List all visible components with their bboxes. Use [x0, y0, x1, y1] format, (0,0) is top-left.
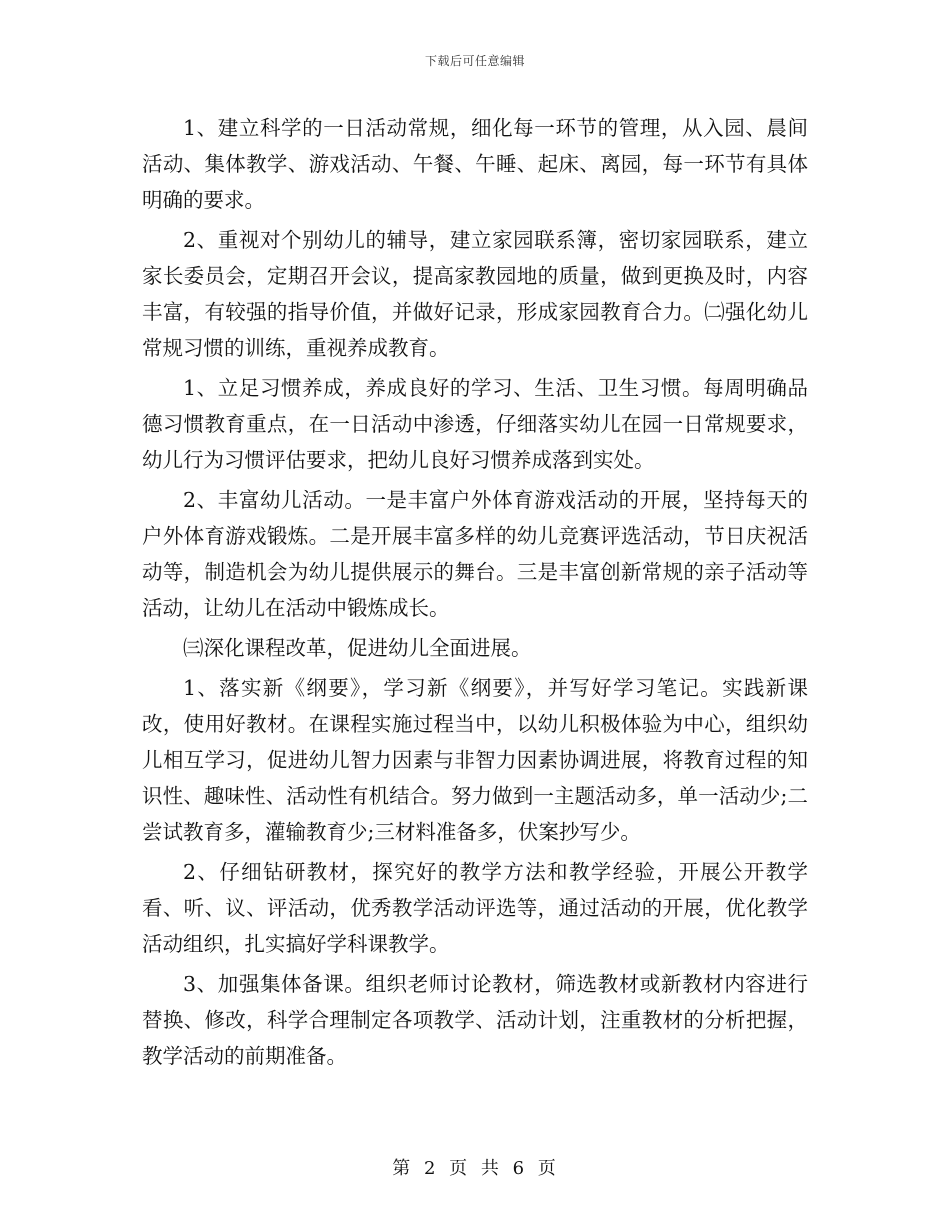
- paragraph-7: 3、加强集体备课。组织老师讨论教材，筛选教材或新教材内容进行替换、修改，科学合理制定各项教学、活动计划，注重教材的分析把握，教学活动的前期准备。: [142, 972, 808, 1068]
- paragraph-2: 2、重视对个别幼儿的辅导，建立家园联系簿，密切家园联系，建立家长委员会，定期召开会议，提高家教园地的质量，做到更换及时，内容丰富，有较强的指导价值，并做好记录，形成家园教育合力。㈡强化幼儿常规习惯的训练，重视养成教育。: [142, 228, 808, 360]
- paragraph-1: 1、建立科学的一日活动常规，细化每一环节的管理，从入园、晨间活动、集体教学、游戏活动、午餐、午睡、起床、离园，每一环节有具体明确的要求。: [142, 116, 808, 212]
- paragraph-6: 2、仔细钻研教材，探究好的教学方法和教学经验，开展公开教学看、听、议、评活动，优秀教学活动评选等，通过活动的开展，优化教学活动组织，扎实搞好学科课教学。: [142, 860, 808, 956]
- page-header: 下载后可任意编辑: [424, 54, 525, 68]
- section-heading: ㈢深化课程改革，促进幼儿全面进展。: [183, 636, 532, 660]
- paragraph-3: 1、立足习惯养成，养成良好的学习、生活、卫生习惯。每周明确品德习惯教育重点，在一日活动中渗透，仔细落实幼儿在园一日常规要求，幼儿行为习惯评估要求，把幼儿良好习惯养成落到实处。: [142, 376, 808, 472]
- paragraph-5: 1、落实新《纲要》，学习新《纲要》，并写好学习笔记。实践新课改，使用好教材。在课程实施过程当中，以幼儿积极体验为中心，组织幼儿相互学习，促进幼儿智力因素与非智力因素协调进展，将教育过程的知识性、趣味性、活动性有机结合。努力做到一主题活动多，单一活动少;二尝试教育多，灌输教育少;三材料准备多，伏案抄写少。: [142, 676, 808, 844]
- document-body: [142, 110, 808, 1078]
- paragraph-4: 2、丰富幼儿活动。一是丰富户外体育游戏活动的开展，坚持每天的户外体育游戏锻炼。二是开展丰富多样的幼儿竞赛评选活动，节日庆祝活动等，制造机会为幼儿提供展示的舞台。三是丰富创新常规的亲子活动等活动，让幼儿在活动中锻炼成长。: [142, 488, 808, 620]
- page-number-footer: 第 2 页 共 6 页: [392, 1158, 558, 1179]
